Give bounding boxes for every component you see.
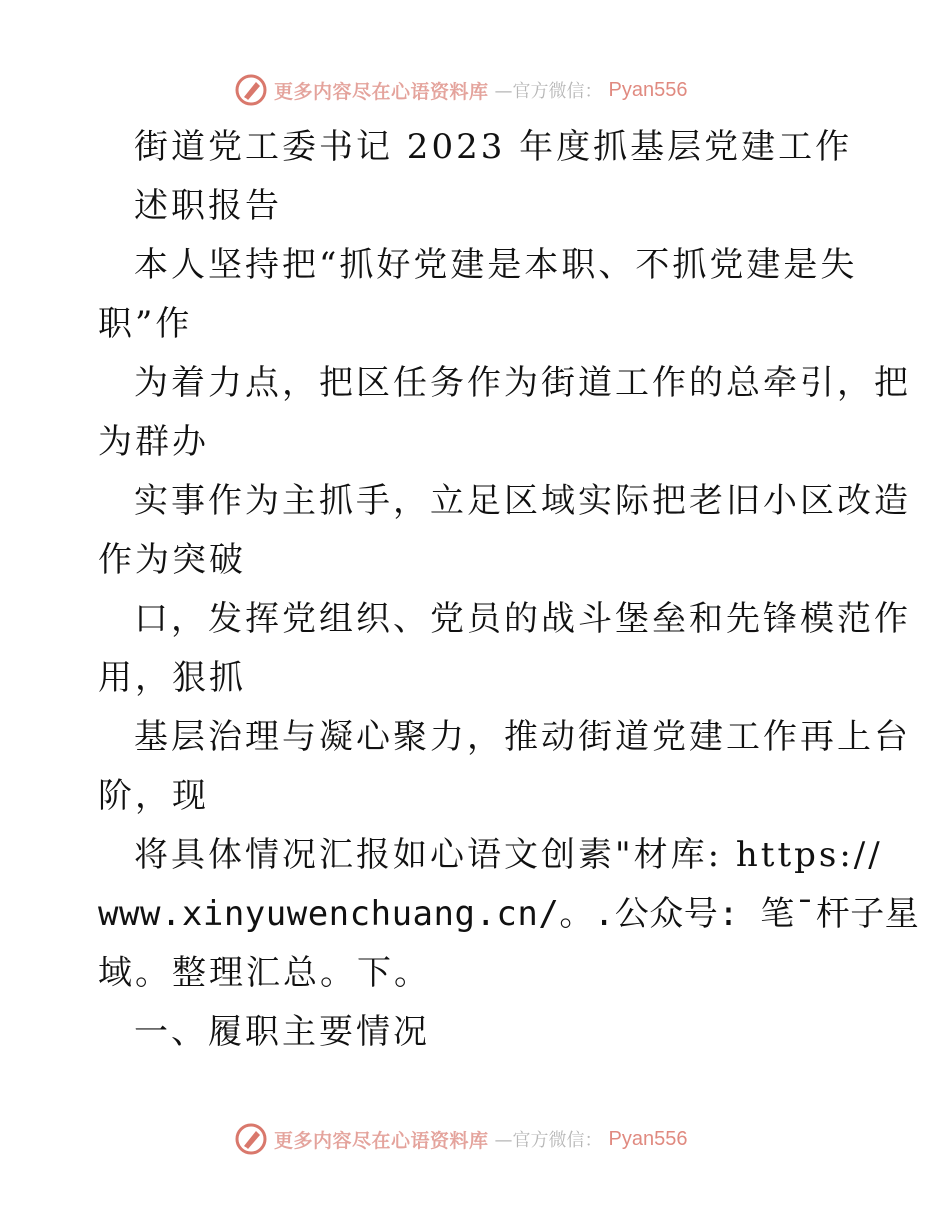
watermark-official-label: —官方微信： <box>494 1130 603 1151</box>
watermark-site-text: 更多内容尽在心语资料库 <box>274 80 489 103</box>
document-title-line-1: 街道党工委书记 2023 年度抓基层党建工作 <box>134 127 853 167</box>
text-line: 阶，现 <box>98 776 209 816</box>
watermark-site-text: 更多内容尽在心语资料库 <box>274 1129 489 1152</box>
text-line: 基层治理与凝心聚力，推动街道党建工作再上台 <box>134 717 911 757</box>
watermark-wechat-id: Pyan556 <box>608 1127 688 1150</box>
document-title-line-2: 述职报告 <box>134 186 282 226</box>
text-line: 域。整理汇总。下。 <box>98 953 431 993</box>
footer-watermark <box>234 1122 687 1156</box>
text-line: 为着力点，把区任务作为街道工作的总牵引，把 <box>134 363 911 403</box>
section-heading: 一、履职主要情况 <box>134 1012 430 1052</box>
text-line: 作为突破 <box>98 540 246 580</box>
text-line: 为群办 <box>98 422 209 462</box>
pen-logo-icon <box>234 1122 268 1156</box>
text-line: 将具体情况汇报如心语文创素"材库: https:// <box>134 835 883 875</box>
text-line: 本人坚持把“抓好党建是本职、不抓党建是失 <box>134 245 858 285</box>
text-line: 口，发挥党组织、党员的战斗堡垒和先锋模范作 <box>134 599 911 639</box>
text-line: 用，狠抓 <box>98 658 246 698</box>
text-line: www.xinyuwenchuang.cn/。.公众号: 笔¯杆子星 <box>98 894 920 934</box>
text-line: 职”作 <box>98 304 193 344</box>
text-line: 实事作为主抓手，立足区域实际把老旧小区改造 <box>134 481 911 521</box>
header-watermark <box>234 73 687 107</box>
watermark-wechat-id: Pyan556 <box>608 78 688 101</box>
watermark-official-label: —官方微信： <box>494 81 603 102</box>
pen-logo-icon <box>234 73 268 107</box>
